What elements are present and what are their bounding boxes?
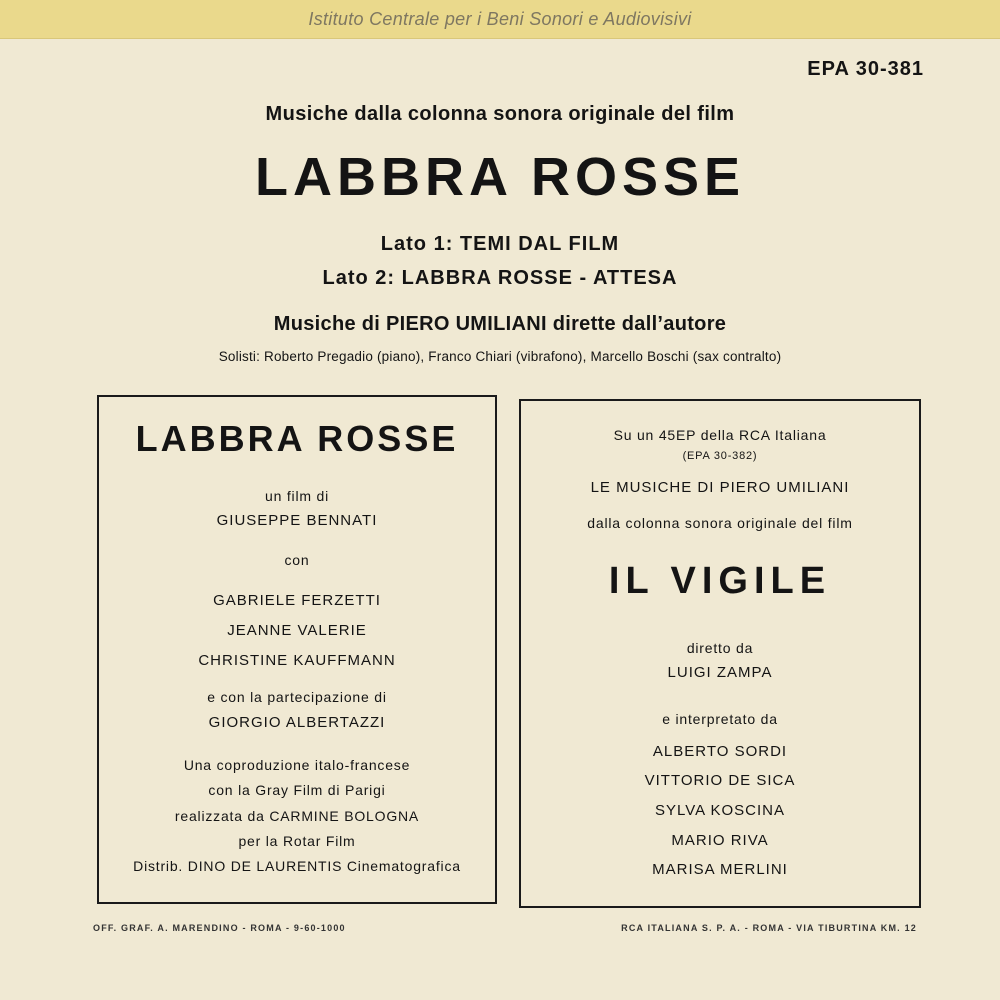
- cast-member: SYLVA KOSCINA: [655, 802, 785, 819]
- directed-by-label: diretto da: [686, 640, 754, 656]
- production-line: per la Rotar Film: [238, 833, 356, 849]
- film-by-label: un film di: [264, 488, 330, 504]
- film-credits-box: [97, 395, 497, 904]
- label-address: RCA ITALIANA S. P. A. - ROMA - VIA TIBURTINA KM. 12: [621, 923, 917, 933]
- release-director: LUIGI ZAMPA: [667, 664, 773, 681]
- production-line: con la Gray Film di Parigi: [208, 782, 386, 798]
- release-soundtrack-label: dalla colonna sonora originale del film: [587, 515, 853, 531]
- other-release-box: [519, 399, 921, 908]
- archive-banner-text: Istituto Centrale per i Beni Sonori e Audiovisivi: [308, 9, 692, 29]
- soloists-line: Solisti: Roberto Pregadio (piano), Franco Chiari (vibrafono), Marcello Boschi (sax contralto): [218, 349, 782, 364]
- catalog-number: EPA 30-381: [807, 58, 924, 80]
- side-1-label: Lato 1: TEMI DAL FILM: [380, 233, 620, 255]
- performed-by-label: e interpretato da: [662, 711, 778, 727]
- cast-member: GABRIELE FERZETTI: [213, 592, 381, 609]
- participation-name: GIORGIO ALBERTAZZI: [208, 714, 386, 731]
- music-credits: Musiche di PIERO UMILIANI dirette dall’autore: [273, 313, 727, 335]
- cast-member: JEANNE VALERIE: [227, 622, 367, 639]
- cast-member: MARIO RIVA: [671, 832, 769, 849]
- participation-label: e con la partecipazione di: [207, 689, 387, 705]
- main-title: LABBRA ROSSE: [254, 147, 746, 207]
- film-title: LABBRA ROSSE: [135, 418, 459, 459]
- distribution-line: Distrib. DINO DE LAURENTIS Cinematografica: [133, 858, 461, 874]
- archive-banner: [0, 0, 1000, 39]
- cast-member: VITTORIO DE SICA: [644, 772, 796, 789]
- side-2-label: Lato 2: LABBRA ROSSE - ATTESA: [322, 267, 678, 289]
- printer-credit: OFF. GRAF. A. MARENDINO - ROMA - 9-60-1000: [93, 923, 346, 933]
- cast-member: MARISA MERLINI: [652, 861, 788, 878]
- production-line: Una coproduzione italo-francese: [183, 757, 411, 773]
- production-line: realizzata da CARMINE BOLOGNA: [174, 808, 420, 824]
- cast-member: CHRISTINE KAUFFMANN: [198, 652, 396, 669]
- header-subtitle: Musiche dalla colonna sonora originale del film: [265, 103, 735, 125]
- release-catalog: (EPA 30-382): [682, 450, 758, 462]
- with-label: con: [284, 552, 310, 568]
- release-film-title: IL VIGILE: [608, 560, 832, 602]
- cast-member: ALBERTO SORDI: [652, 743, 788, 760]
- release-intro: Su un 45EP della RCA Italiana: [613, 427, 827, 443]
- film-director: GIUSEPPE BENNATI: [216, 512, 378, 529]
- release-music-by: LE MUSICHE DI PIERO UMILIANI: [590, 479, 850, 496]
